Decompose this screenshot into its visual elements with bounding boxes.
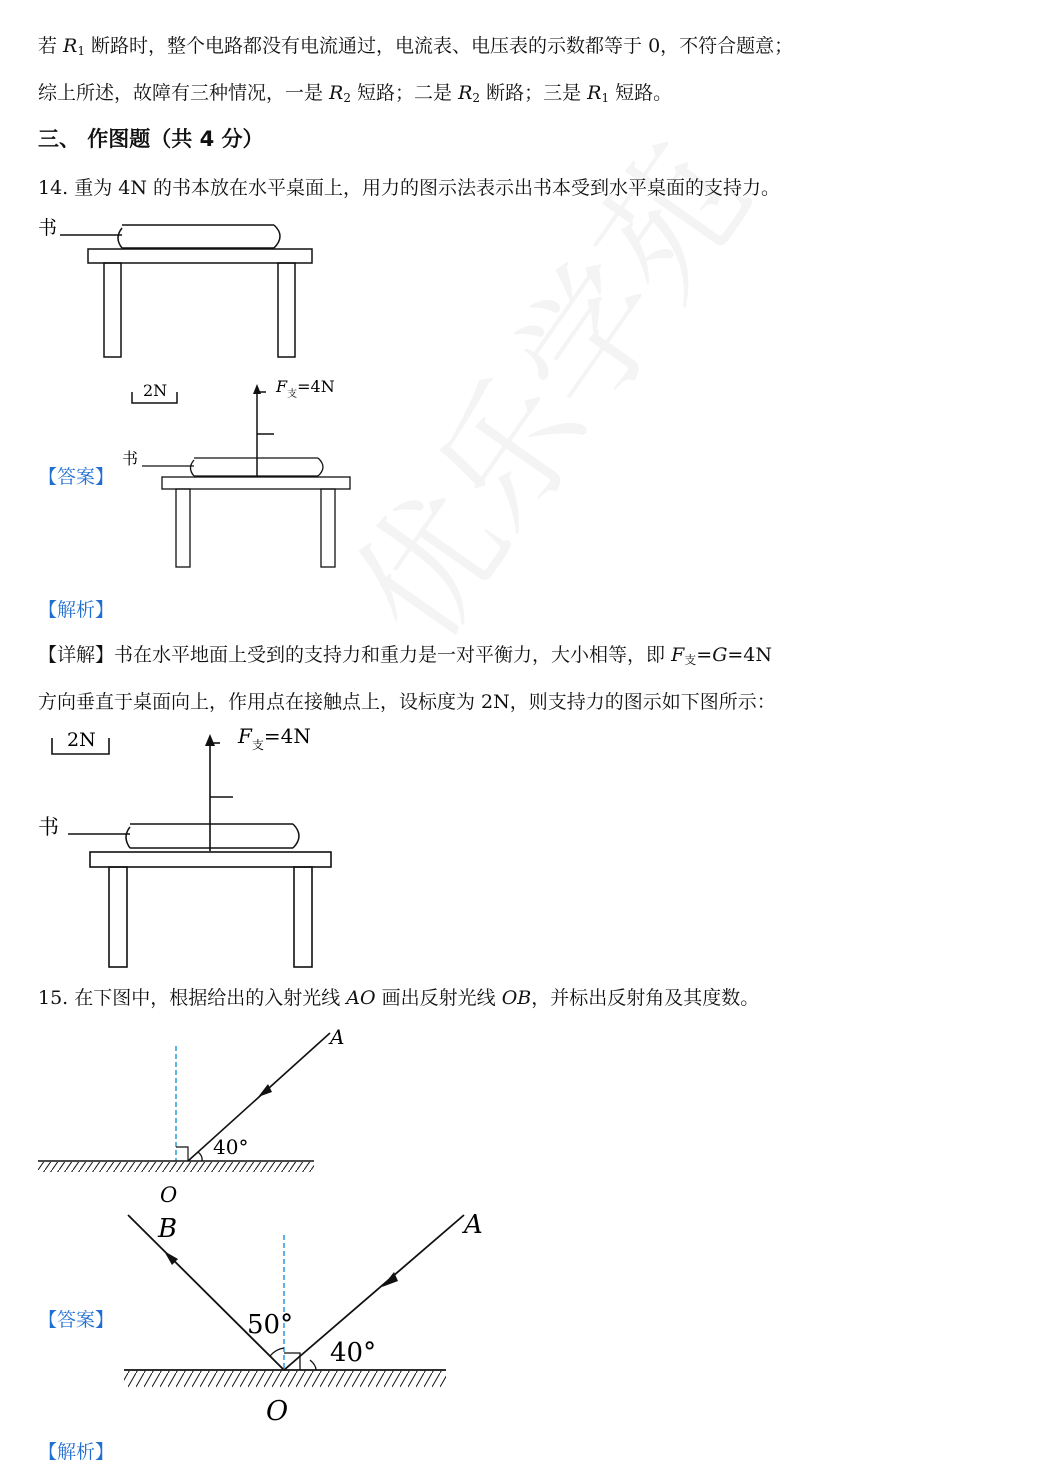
subscript: 支: [684, 653, 697, 667]
answer-label-14: 【答案】: [38, 466, 115, 488]
ray-AO: AO: [346, 987, 376, 1009]
text-span: 断路时，整个电路都没有电流通过，电流表、电压表的示数都等于 0，不符合题意；: [85, 35, 794, 57]
force-value: =4N: [297, 377, 335, 396]
scale-label: 2N: [67, 729, 96, 751]
q14-problem-figure: [38, 210, 328, 365]
q15-problem-figure: [38, 1020, 345, 1210]
table-leg-left: [176, 489, 190, 567]
angle-label: 40°: [330, 1338, 377, 1368]
scale-label: 2N: [143, 381, 168, 400]
table-leg-right: [294, 867, 312, 967]
table-leg-right: [321, 489, 335, 567]
ray-arrow: [258, 1084, 272, 1097]
force-symbol: F: [238, 724, 252, 748]
var-G: G: [712, 644, 728, 666]
var-R: R: [63, 35, 78, 57]
detail-line-2: 方向垂直于桌面向上，作用点在接触点上，设标度为 2N，则支持力的图示如下图所示：: [38, 691, 776, 713]
book-label: 书: [38, 815, 59, 839]
text-span: 短路。: [609, 82, 673, 104]
table-leg-left: [109, 867, 127, 967]
subscript: 1: [77, 44, 85, 58]
force-symbol: F: [276, 377, 288, 396]
table-leg-left: [104, 263, 121, 357]
angle-label: 40°: [213, 1135, 249, 1159]
reflection-angle-label: 50°: [247, 1310, 294, 1340]
svg-text:F支=4N: [237, 724, 311, 752]
var-R: R: [458, 82, 473, 104]
reflected-ray: [128, 1215, 284, 1370]
section-heading: 三、 作图题（共 4 分）: [38, 127, 264, 151]
force-subscript: 支: [251, 738, 264, 752]
question-14-text: 14. 重为 4N 的书本放在水平桌面上，用力的图示法表示出书本受到水平桌面的支持力。: [38, 177, 781, 199]
text-span: 书在水平地面上受到的支持力和重力是一对平衡力，大小相等，即: [114, 644, 672, 666]
subscript: 1: [601, 91, 610, 105]
table-leg-right: [278, 263, 295, 357]
force-value: =4N: [263, 724, 311, 748]
analysis-label-15: 【解析】: [38, 1441, 115, 1463]
subscript: 2: [343, 91, 351, 105]
detail-line-1: [38, 642, 772, 673]
table-top: [90, 852, 331, 867]
q14-answer-figure: [118, 372, 358, 574]
arrow-head: [205, 734, 215, 746]
reflection-angle-arc: [270, 1348, 284, 1356]
force-subscript: 支: [287, 389, 298, 400]
text-span: 画出反射光线: [375, 987, 502, 1009]
incident-ray: [188, 1033, 330, 1161]
text-span: 15. 在下图中，根据给出的入射光线: [38, 987, 347, 1009]
table-top: [88, 249, 312, 263]
point-A: A: [330, 1025, 345, 1049]
point-O: O: [266, 1396, 289, 1427]
analysis-label-14: 【解析】: [38, 599, 115, 621]
point-B: B: [158, 1214, 178, 1244]
detail-label: 【详解】: [38, 644, 115, 666]
text-line-2: [38, 80, 672, 111]
text-span: 若: [38, 35, 64, 57]
svg-text:F支=4N: [275, 377, 335, 400]
ray-OB: OB: [501, 987, 532, 1009]
subscript: 2: [472, 91, 481, 105]
question-15-text: [38, 985, 759, 1011]
text-span: =: [696, 644, 713, 666]
answer-label-15: 【答案】: [38, 1309, 115, 1331]
var-R: R: [329, 82, 344, 104]
q15-answer-figure: [120, 1205, 483, 1430]
text-span: ，并标出反射角及其度数。: [531, 987, 760, 1009]
text-span: 短路；二是: [351, 82, 459, 104]
point-O: O: [160, 1183, 178, 1207]
force-symbol: F: [671, 644, 685, 666]
text-span: =4N: [727, 644, 773, 666]
q14-detail-figure: [38, 720, 338, 972]
book-label: 书: [122, 449, 139, 468]
text-span: 断路；三是: [480, 82, 588, 104]
point-A: A: [464, 1210, 483, 1240]
table-top: [162, 477, 350, 489]
text-line-1: [38, 33, 793, 64]
right-angle-mark: [176, 1147, 188, 1161]
text-span: 综上所述，故障有三种情况，一是: [38, 82, 330, 104]
var-R: R: [587, 82, 602, 104]
book-label: 书: [38, 217, 58, 239]
